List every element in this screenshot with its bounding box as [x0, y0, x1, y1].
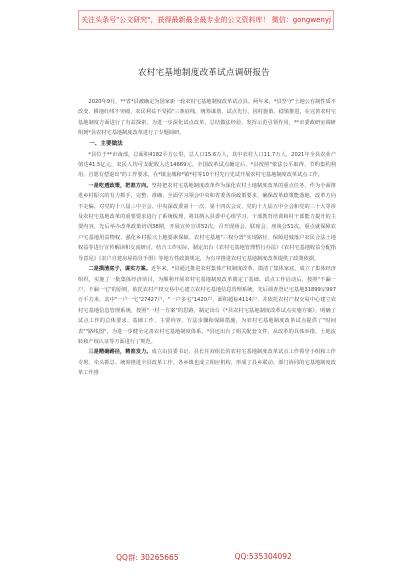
paragraph-text: 近年来，*县通过推进农村集体产权制度改革，摸清了集体家底，成立了集体经济组织，实施了一批集体经济项目，为顺利开展农村宅基地制度改革奠定了基础。试点工作启动后，按照"不漏一户、不漏一宅"的原则，依托农村产权交易中心建立农村宅基地信息管理系统，先后调查登记宅基地31899宗997万平方米，其中"一户一宅"27427户，"一户多宅"1420户，面积超标4114户，并依托农村产权交易中心建立农村宅基地信息管理系统，按照"一村一方案"的思路，制定出台《*县农村宅基地制度改革试点实施方案》，明确了试点工作的总体要求、基础工作、主要内容、方法步骤和保障措施，为农村宅基地制度改革试点提供了"时间表""路线图"，为进一步健全完善农村宅基地制度体系，*县还出台了相关配套文件，从改革的具体举措、土地流转和产权认证等方面进行了规范。	[78, 266, 336, 345]
body-paragraph: *县位于**市南部，总面积4182平方公里，总人口15.6万人，其中农村人口11.7万人，2021年全县农业产值达41.5亿元，农民人均可支配收入达14669元。全国改革试点确定后，*县按照"依法公平取得、节约集约利用、自愿有偿退出"的工作要求，在*镇金城和*镇*村等10个村先行先试开展农村宅基地制度改革试点工作。	[78, 151, 336, 179]
paragraph-lead: 一是吃透政策，把准方向。	[88, 182, 152, 189]
promo-banner-text: 关注头条号"公文研究"，获得最新最全最专业的公文资料库！ 微信：gongwenyj	[81, 16, 331, 24]
intro-paragraph: 2020年9月，**省*县被确定为国家新一轮农村宅基地制度改革试点县。两年来，*县坚守"土地公有制性质不改变、耕地红线不突破、农民利益不受损"三条底线，统筹谋划、试点先行，因村施策、稳慎推进，在完善农村宅基地制度方面进行了有益探索。为进一步深化试点改革，总结做法经验，发挥示范引领作用，**市委政研室调研组到*县农村宅基地制度改革进行了专题调研。	[78, 99, 336, 137]
document-title: 农村宅基地制度改革试点调研报告	[137, 68, 270, 78]
body-paragraph	[78, 181, 336, 264]
qq-group-number: QQ群: 30265665	[116, 553, 179, 562]
paragraph-lead: 二是摸清底子，谋实方案。	[88, 266, 151, 273]
paragraph-text: 坚持把农村宅基地制度改革作为深化农村土地制度改革的重点任务，作为全面推进乡村振兴的有力抓手，完整、准确、全面学习领会中央和省委各项政策要求，确保改革政策能落地、改革方向不走偏。对党的十八届三中全会、中央深改委第十一次、第十四次会议、党的十九届五中全会和党的二十大等涉及农村宅基地改革的重要要求进行了系统梳理，将其纳入县委中心组学习、干部教育培训和村干部能力提升的主要内容，先后举办改革政策培训38期，开展宣传宣讲52次，召开现场会、联席会、座谈会51次，重点就保障农户宅基地用益物权、强化乡村振兴土地要素保障、农村宅基地"三权分置"实现路径、保障进城落户农民合法土地权益等进行宣传解读和交流研讨，结合工作实际，制定出台《农村宅基地管理暂行办法》《农村宅基地收益分配指导意见》《农户自建房屋指导手册》等地方性政策规定，为有序推进农村宅基地制度改革提供了政策依据。	[78, 182, 336, 262]
contact-footer	[0, 552, 408, 563]
document-body	[78, 97, 336, 379]
paragraph-lead: 三是精确路径，精准发力。	[88, 349, 152, 356]
section-heading: 一、主要做法	[89, 140, 123, 147]
promo-banner	[78, 10, 334, 30]
body-paragraph	[78, 347, 336, 378]
body-paragraph	[78, 264, 336, 347]
paragraph-text: 成立由县委书记、县长任双组长的农村宅基地制度改革试点工作领导小组和工作专班，牵头抓总、统筹推进全县改革工作。各乡镇也成立相应机构，形成了县乡联动、部门协同的宅基地制度改革工作推	[78, 349, 336, 377]
qq-number: QQ:535304092	[234, 552, 292, 561]
